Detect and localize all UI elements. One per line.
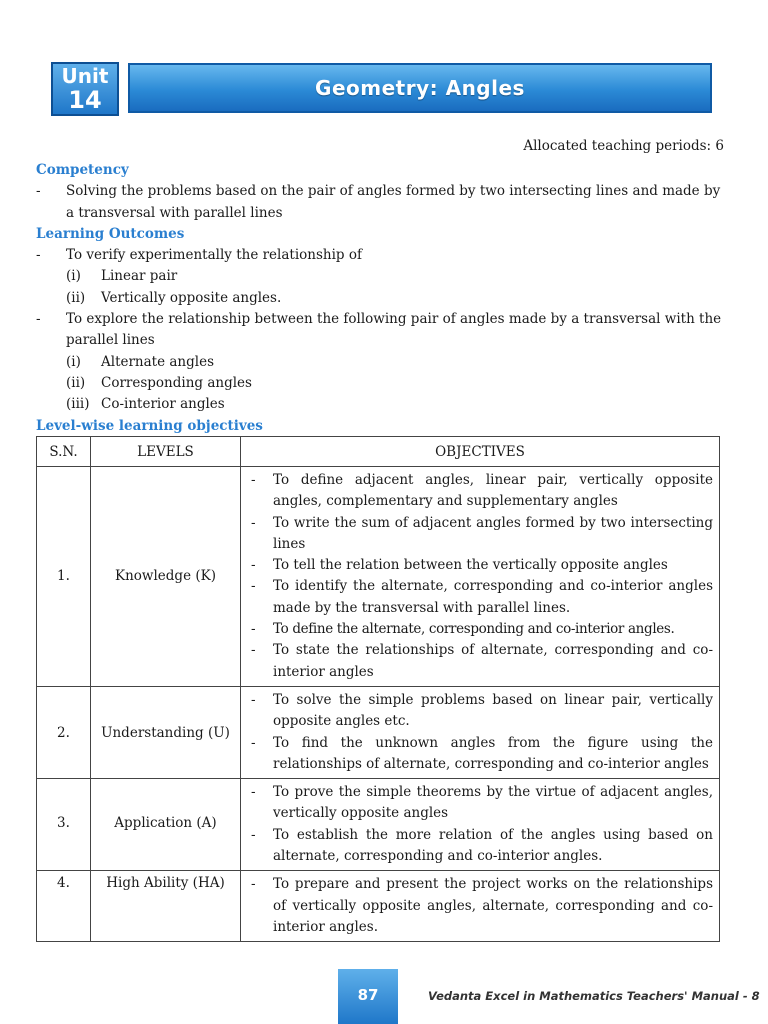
bullet-dash: - [36,183,41,200]
bullet-dash: - [251,621,256,638]
outcome-sub-item [36,266,726,287]
objective-text: To establish the more relation of the angles using based on alternate, corresponding and co-interior angles. [273,826,713,865]
objective-item [251,690,713,733]
bullet-dash: - [251,578,256,595]
bullet-dash: - [251,784,256,801]
outcome-sub-item [36,352,726,373]
row-objectives [241,686,720,778]
outcome-item [36,245,726,266]
unit-number: 14 [68,86,102,114]
sub-item-text: Linear pair [101,268,178,285]
objective-text: To identify the alternate, corresponding and co-interior angles made by the transversal with parallel lines. [273,578,713,616]
row-objectives [241,871,720,942]
bullet-dash: - [251,514,256,531]
table-row [37,467,720,687]
outcome-sub-item [36,288,726,309]
allocated-periods: Allocated teaching periods: 6 [523,138,724,154]
outcome-sub-item [36,373,726,394]
objective-text: To write the sum of adjacent angles formed by two intersecting lines [273,514,713,552]
learning-outcomes-heading: Learning Outcomes [36,225,185,242]
sub-item-number: (ii) [66,374,86,391]
unit-label: Unit [61,64,109,88]
objective-text: To define adjacent angles, linear pair, vertically opposite angles, complementary and supplementary angles [273,472,713,510]
bullet-dash: - [36,311,41,328]
objective-item [251,513,713,556]
competency-text: Solving the problems based on the pair of angles formed by two intersecting lines and made by a transversal with parallel lines [66,183,721,221]
outcome-text: To verify experimentally the relationship of [66,247,362,264]
objective-item [251,619,713,640]
sub-item-number: (iii) [66,396,90,413]
unit-badge [51,62,119,116]
sub-item-number: (ii) [66,289,86,306]
sub-item-text: Vertically opposite angles. [101,289,282,306]
main-content [36,160,726,437]
row-sn: 4. [37,871,91,942]
objective-text: To solve the simple problems based on linear pair, vertically opposite angles etc. [273,691,713,730]
row-sn: 2. [37,686,91,778]
column-header-levels: LEVELS [91,437,241,467]
row-level: Application (A) [91,779,241,871]
objective-item [251,733,713,776]
row-objectives [241,467,720,687]
row-sn: 1. [37,467,91,687]
objectives-heading: Level-wise learning objectives [36,417,263,434]
objective-item [251,470,713,513]
objective-item [251,874,713,938]
row-objectives [241,779,720,871]
objective-text: To find the unknown angles from the figure using the relationships of alternate, corresponding and co-interior angles [273,734,713,772]
sub-item-text: Co-interior angles [101,396,225,413]
objective-item [251,576,713,619]
objective-item [251,782,713,825]
competency-item [36,181,726,224]
row-level: High Ability (HA) [91,871,241,942]
book-title-footer: Vedanta Excel in Mathematics Teachers' Manual - 8 [428,989,760,1003]
row-level: Knowledge (K) [91,467,241,687]
table-row [37,779,720,871]
page-number: 87 [338,969,398,1024]
objective-text: To prepare and present the project works on the relationships of vertically opposite angles, alternate, corresponding and co-interior angles. [273,876,713,935]
table-header-row [37,437,720,467]
sub-item-text: Alternate angles [101,353,215,370]
bullet-dash: - [251,642,256,659]
objectives-table [36,436,720,942]
sub-item-number: (i) [66,353,81,370]
objective-text: To define the alternate, corresponding and co-interior angles. [273,621,675,638]
table-row [37,871,720,942]
bullet-dash: - [251,734,256,751]
objective-text: To state the relationships of alternate, corresponding and co-interior angles [273,642,713,680]
bullet-dash: - [251,472,256,488]
bullet-dash: - [251,691,256,708]
column-header-sn: S.N. [37,437,91,467]
outcome-text: To explore the relationship between the following pair of angles made by a transversal with the parallel lines [66,311,722,349]
table-row [37,686,720,778]
sub-item-number: (i) [66,268,81,285]
objective-item [251,825,713,868]
bullet-dash: - [251,557,256,574]
chapter-title: Geometry: Angles [128,63,712,113]
objective-text: To tell the relation between the vertically opposite angles [273,557,668,574]
objective-text: To prove the simple theorems by the virtue of adjacent angles, vertically opposite angles [273,784,713,822]
bullet-dash: - [251,826,256,843]
outcome-sub-item [36,394,726,415]
row-level: Understanding (U) [91,686,241,778]
objective-item [251,640,713,683]
column-header-objectives: OBJECTIVES [241,437,720,467]
bullet-dash: - [36,247,41,264]
objective-item [251,555,713,576]
row-sn: 3. [37,779,91,871]
sub-item-text: Corresponding angles [101,374,252,391]
bullet-dash: - [251,876,256,893]
outcome-item [36,309,726,352]
competency-heading: Competency [36,162,129,178]
